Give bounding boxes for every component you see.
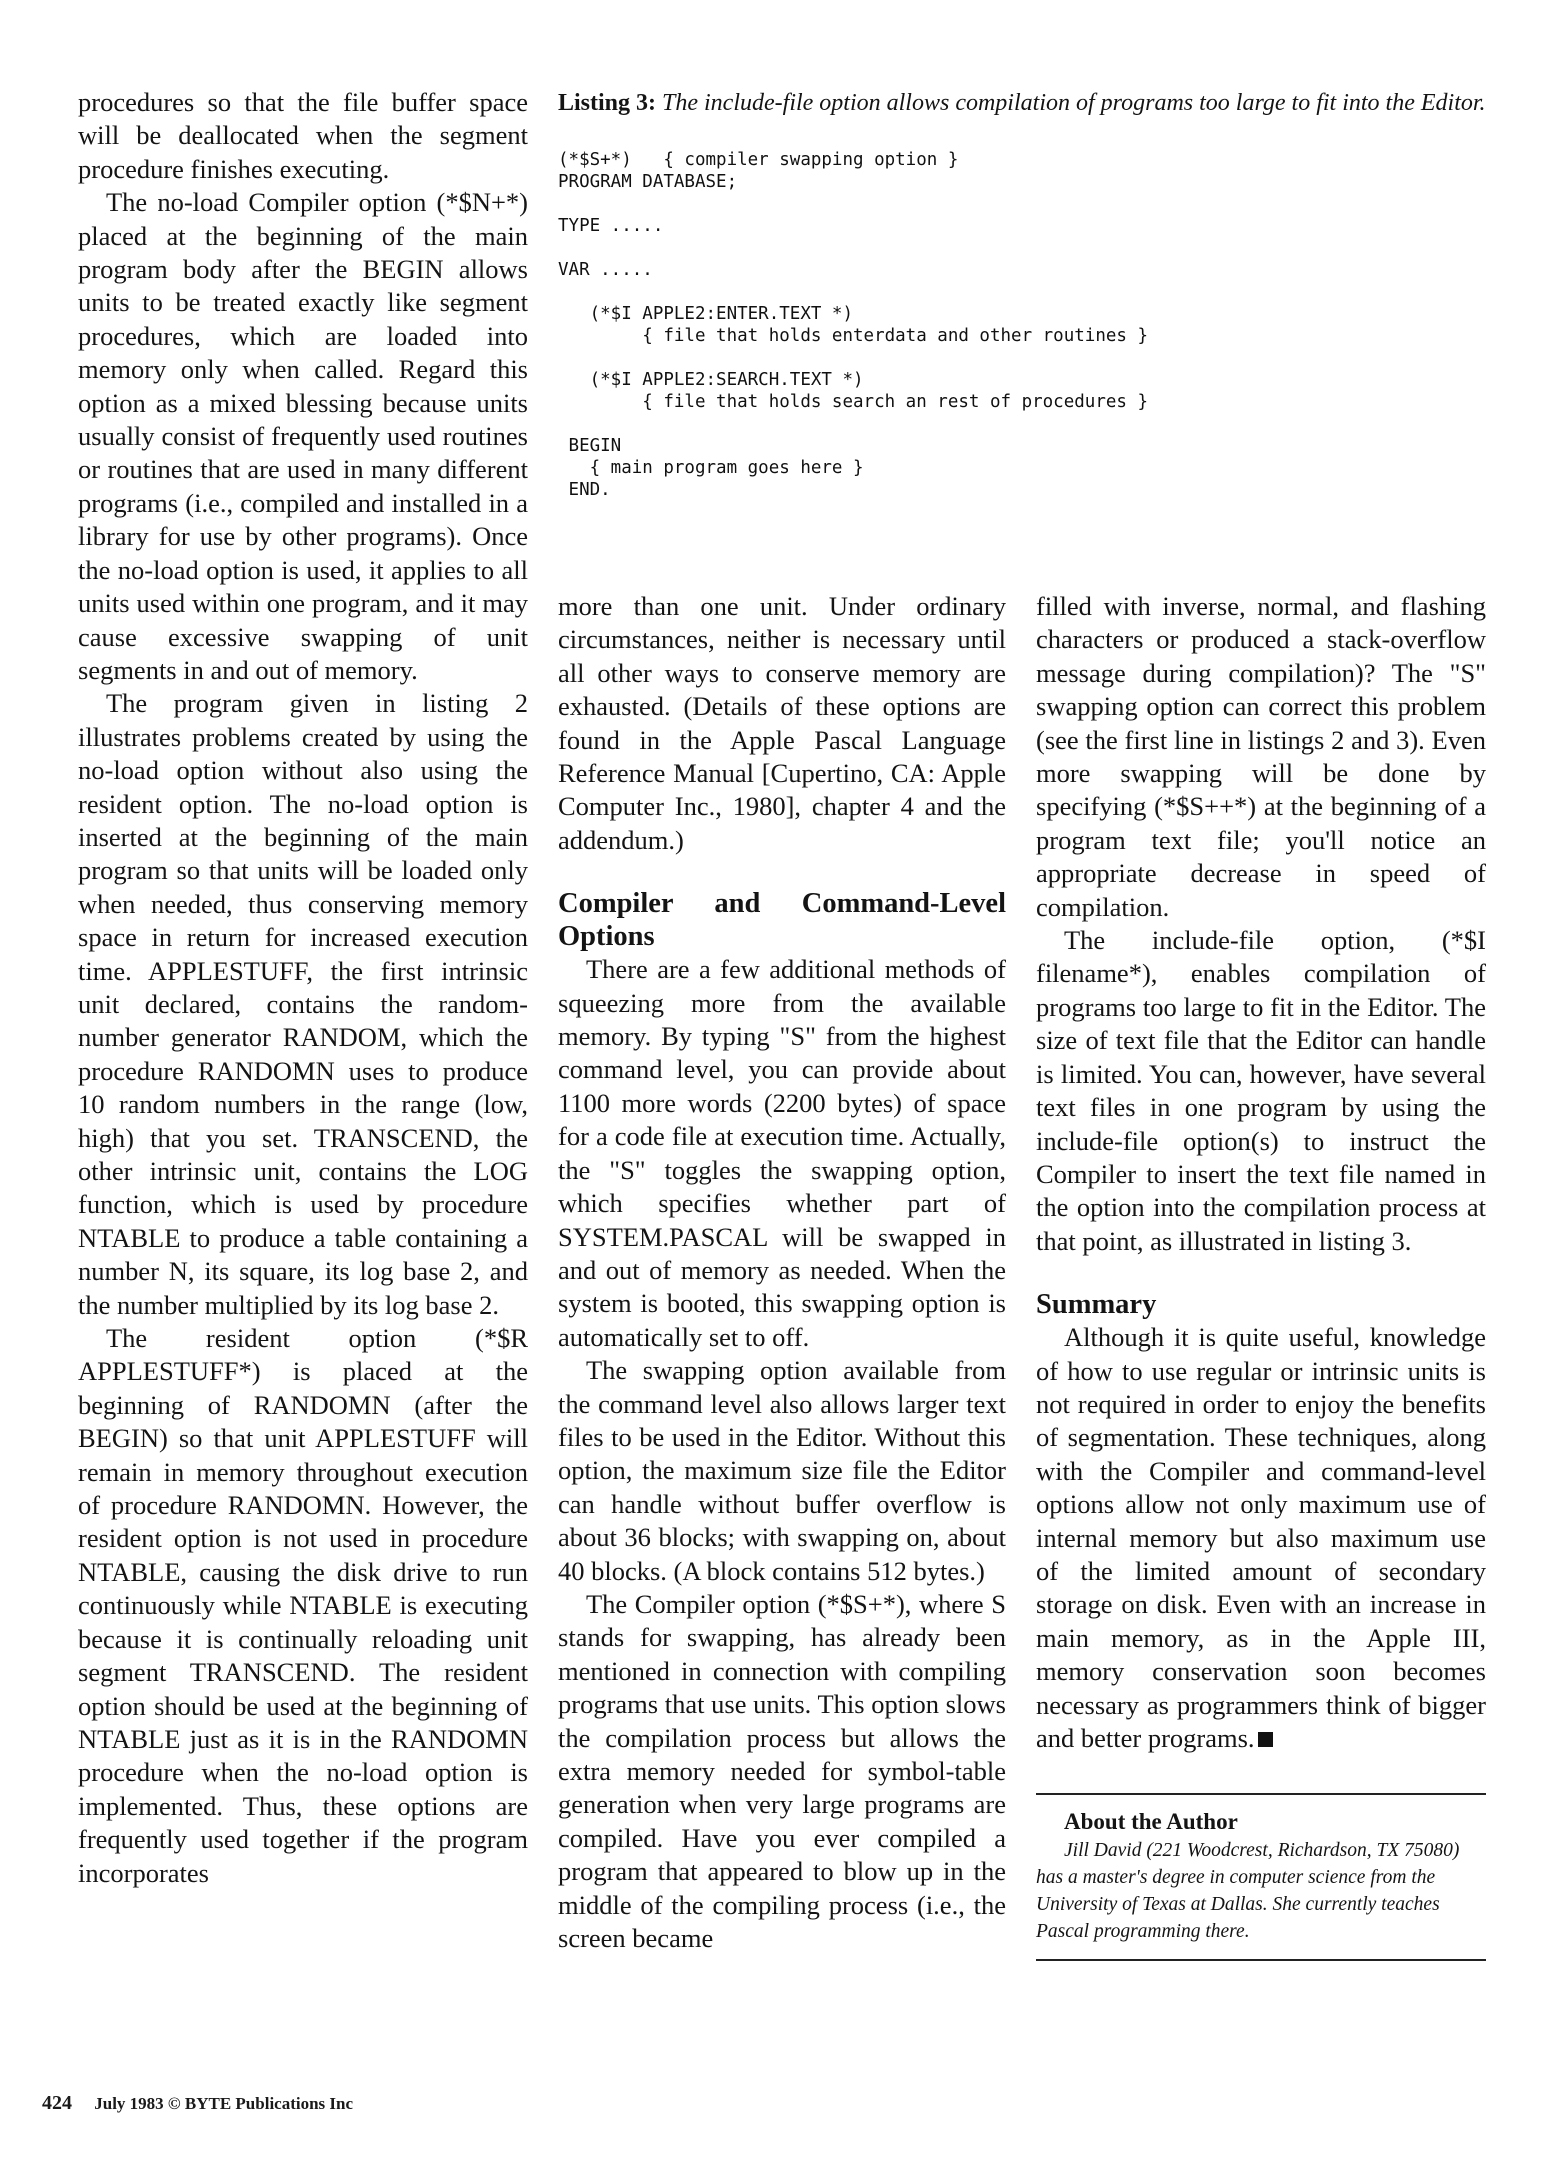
body-paragraph: more than one unit. Under ordinary circumstances, neither is necessary until all other ways to conserve memory are exhausted. (Details of these options are found in the Apple Pascal Language Reference Manual [Cupertino, CA: Apple Computer Inc., 1980], chapter 4 and the addendum.)	[558, 591, 1006, 855]
code-line: { file that holds enterdata and other routines }	[558, 326, 1149, 346]
summary-heading: Summary	[1036, 1289, 1157, 1321]
body-paragraph: The Compiler option (*$S+*), where S stands for swapping, has already been mentioned in connection with compiling programs that use units. This option slows the compilation process but allows the extra memory needed for symbol-table generation when very large programs are compiled. Have you ever compiled a program that appeared to blow up in the middle of the compiling process (i.e., the screen became	[558, 1588, 1006, 1954]
about-the-author-box	[1036, 1793, 1486, 1961]
code-line: (*$I APPLE2:ENTER.TEXT *)	[558, 304, 854, 324]
page-number: 424	[42, 2092, 72, 2114]
body-paragraph: The program given in listing 2 illustrates problems created by using the no-load option without also using the resident option. The no-load option is inserted at the beginning of the main program so that units will be loaded only when needed, thus conserving memory space in return for increased execution time. APPLESTUFF, the first intrinsic unit declared, contains the random-number generator RANDOM, which the procedure RANDOMN uses to produce 10 random numbers in the range (low, high) that you set. TRANSCEND, the other intrinsic unit, contains the LOG function, which is used by procedure NTABLE to produce a table containing a number N, its square, its log base 2, and the number multiplied by its log base 2.	[78, 688, 528, 1320]
body-paragraph: filled with inverse, normal, and flashing characters or produced a stack-overflow message during compilation)? The "S" swapping option can correct this problem (see the first line in listings 2 and 3). Even more swapping will be done by specifying (*$S++*) at the beginning of a program text file; you'll notice an appropriate decrease in speed of compilation.	[1036, 591, 1486, 922]
code-line: TYPE .....	[558, 216, 664, 236]
code-line: (*$S+*) { compiler swapping option }	[558, 150, 959, 170]
code-line	[558, 281, 1498, 303]
code-line: { main program goes here }	[558, 458, 864, 478]
summary-paragraph	[1036, 1321, 1486, 1755]
code-line	[558, 347, 1498, 369]
body-paragraph: There are a few additional methods of squeezing more from the available memory. By typing "S" from the highest command level, you can provide about 1100 more words (2200 bytes) of space for a code file at execution time. Actually, the "S" toggles the swapping option, which specifies whether part of SYSTEM.PASCAL will be swapped in and out of memory as needed. When the system is booted, this swapping option is automatically set to off.	[558, 954, 1006, 1352]
listing-caption	[558, 88, 1498, 119]
article-column-3	[1036, 590, 1486, 1961]
code-line: PROGRAM DATABASE;	[558, 172, 738, 192]
page-footer	[42, 2092, 353, 2115]
listing-caption-lead: Listing 3:	[558, 90, 657, 116]
body-paragraph: The resident option (*$R APPLESTUFF*) is placed at the beginning of RANDOMN (after the BEGIN) so that unit APPLESTUFF will remain in memory throughout execution of procedure RANDOMN. However, the resident option is not used in procedure NTABLE, causing the disk drive to run continuously while NTABLE is executing because it is continually reloading unit segment TRANSCEND. The resident option should be used at the beginning of NTABLE just as it is in the RANDOMN procedure when the no-load option is implemented. Thus, these options are frequently used together if the program incorporates	[78, 1323, 528, 1888]
author-bio: Jill David (221 Woodcrest, Richardson, TX 75080) has a master's degree in computer science from the University of Texas at Dallas. She currently teaches Pascal programming there.	[1036, 1840, 1460, 1943]
article-column-2	[558, 590, 1006, 1955]
article-column-1	[78, 86, 528, 1890]
summary-text: Although it is quite useful, knowledge of how to use regular or intrinsic units is not required in order to enjoy the benefits of segmentation. These techniques, along with the Compiler and command-level options allow not only maximum use of internal memory but also maximum use of the limited amount of secondary storage on disk. Even with an increase in main memory, as in the Apple III, memory conservation soon becomes necessary as programmers think of bigger and better programs.	[1036, 1322, 1486, 1753]
code-block	[558, 149, 1498, 501]
code-line	[558, 237, 1498, 259]
publication-line: July 1983 © BYTE Publications Inc	[94, 2094, 354, 2113]
listing-caption-text: The include-file option allows compilation of programs too large to fit into the Editor.	[662, 90, 1486, 116]
body-paragraph: The swapping option available from the command level also allows larger text files to be used in the Editor. Without this option, the maximum size file the Editor can handle without buffer overflow is about 36 blocks; with swapping on, about 40 blocks. (A block contains 512 bytes.)	[558, 1355, 1006, 1586]
code-line: END.	[558, 480, 611, 500]
code-line: VAR .....	[558, 260, 653, 280]
body-paragraph: The include-file option, (*$I filename*), enables compilation of programs too large to fit in the Editor. The size of text file that the Editor can handle is limited. You can, however, have several text files in one program by using the include-file option(s) to instruct the Compiler to insert the text file named in the option into the compilation process at that point, as illustrated in listing 3.	[1036, 925, 1486, 1256]
code-line	[558, 413, 1498, 435]
code-line: BEGIN	[558, 436, 622, 456]
body-paragraph: procedures so that the file buffer space will be deallocated when the segment procedure finishes executing.	[78, 87, 528, 184]
end-of-article-mark	[1258, 1732, 1273, 1747]
code-listing	[558, 88, 1498, 501]
code-line	[558, 193, 1498, 215]
section-heading: Compiler and Command-Level Options	[558, 888, 1006, 953]
code-line: { file that holds search an rest of procedures }	[558, 392, 1149, 412]
body-paragraph: The no-load Compiler option (*$N+*) placed at the beginning of the main program body after the BEGIN allows units to be treated exactly like segment procedures, which are loaded into memory only when called. Regard this option as a mixed blessing because units usually consist of frequently used routines or routines that are used in many different programs (i.e., compiled and installed in a library for use by other programs). Once the no-load option is used, it applies to all units used within one program, and it may cause excessive swapping of unit segments in and out of memory.	[78, 187, 528, 685]
code-line: (*$I APPLE2:SEARCH.TEXT *)	[558, 370, 864, 390]
author-heading: About the Author	[1064, 1809, 1238, 1835]
